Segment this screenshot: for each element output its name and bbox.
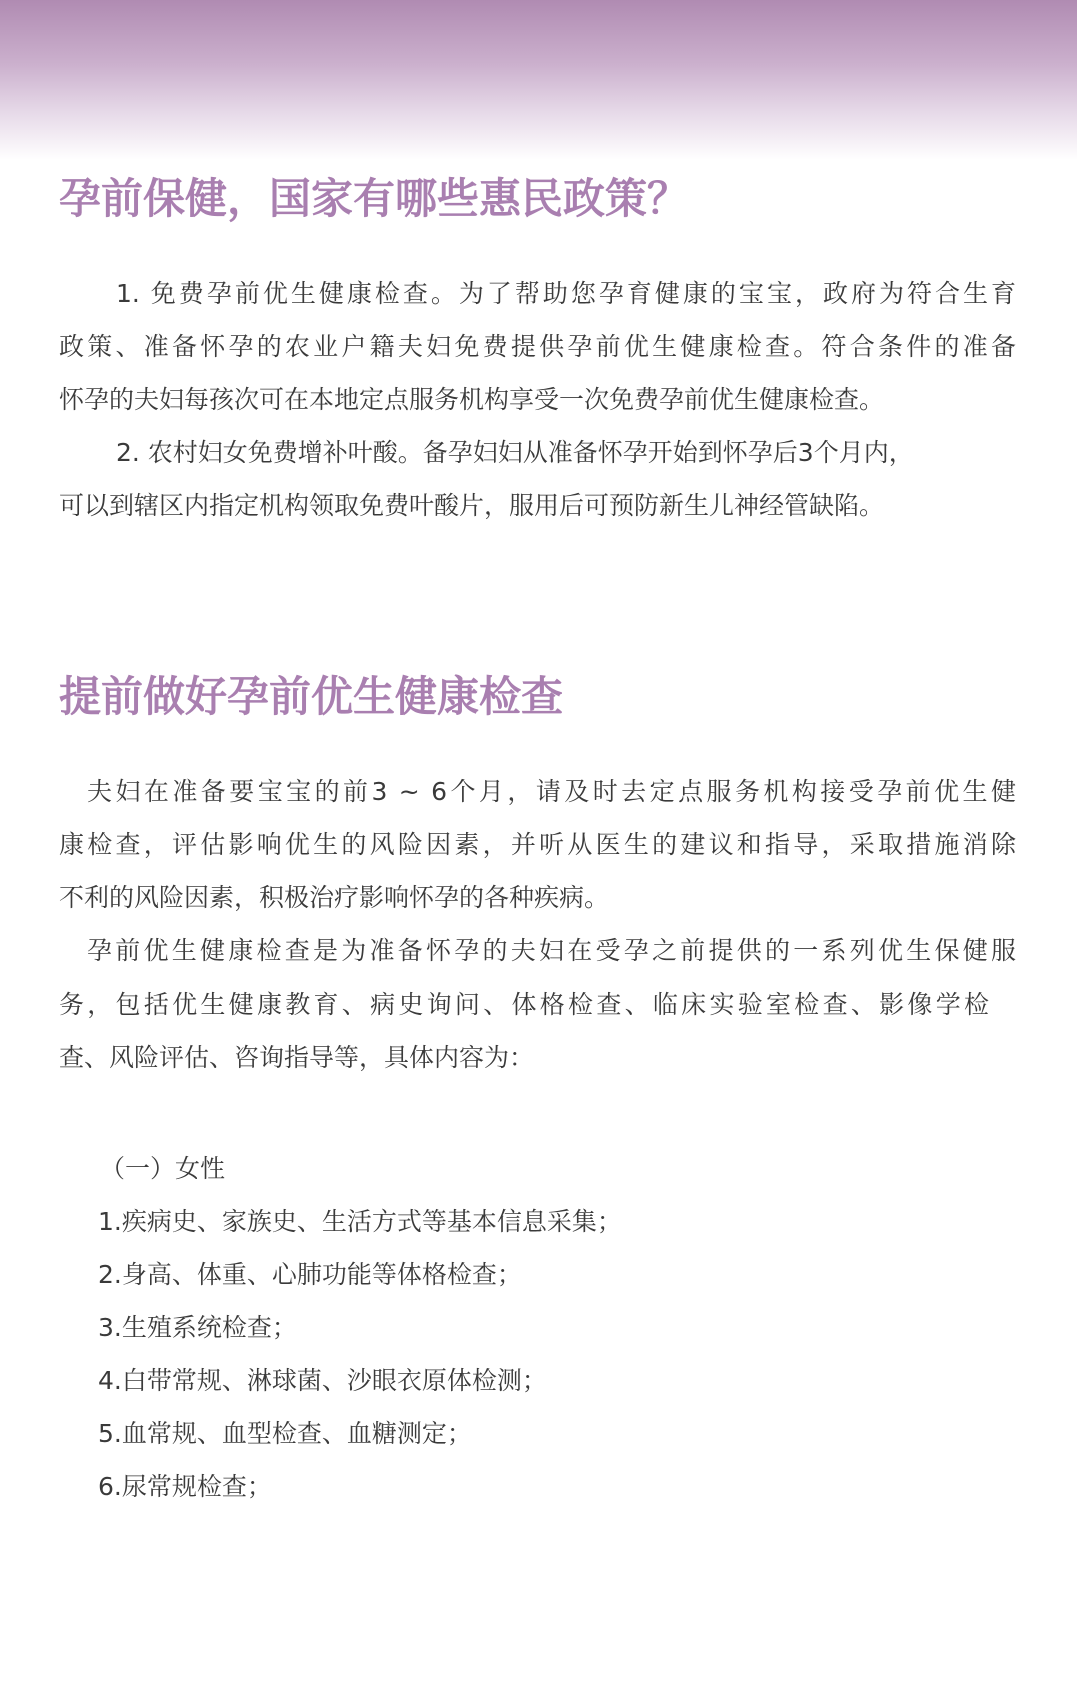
subheading-female: （一）女性 [100,1154,226,1183]
list-item: 1.疾病史、家族史、生活方式等基本信息采集； [98,1207,622,1236]
paragraph-line: 查、风险评估、咨询指导等，具体内容为： [59,1043,535,1072]
header-gradient-banner [0,0,1077,160]
section-title-policies: 孕前保健，国家有哪些惠民政策？ [59,174,690,223]
section-title-health-check: 提前做好孕前优生健康检查 [59,672,564,721]
paragraph-line: 康检查，评估影响优生的风险因素，并听从医生的建议和指导，采取措施消除 [59,830,1016,859]
paragraph-line: 不利的风险因素，积极治疗影响怀孕的各种疾病。 [59,883,610,912]
list-item: 2.身高、体重、心肺功能等体格检查； [98,1260,522,1289]
paragraph-line: 务，包括优生健康教育、病史询问、体格检查、临床实验室检查、影像学检 [59,990,989,1019]
paragraph-line: 可以到辖区内指定机构领取免费叶酸片，服用后可预防新生儿神经管缺陷。 [59,491,885,520]
list-item: 3.生殖系统检查； [98,1313,297,1342]
paragraph-line: 1. 免费孕前优生健康检查。为了帮助您孕育健康的宝宝，政府为符合生育 [116,279,1016,308]
paragraph-line: 夫妇在准备要宝宝的前3 ~ 6个月，请及时去定点服务机构接受孕前优生健 [87,777,1016,806]
paragraph-line: 怀孕的夫妇每孩次可在本地定点服务机构享受一次免费孕前优生健康检查。 [59,385,885,414]
list-item: 5.血常规、血型检查、血糖测定； [98,1419,472,1448]
paragraph-line: 政策、准备怀孕的农业户籍夫妇免费提供孕前优生健康检查。符合条件的准备 [59,332,1016,361]
list-item: 4.白带常规、淋球菌、沙眼衣原体检测； [98,1366,547,1395]
paragraph-line: 2. 农村妇女免费增补叶酸。备孕妇妇从准备怀孕开始到怀孕后3个月内， [116,438,914,467]
list-item: 6.尿常规检查； [98,1472,272,1501]
paragraph-line: 孕前优生健康检查是为准备怀孕的夫妇在受孕之前提供的一系列优生保健服 [87,936,1016,965]
